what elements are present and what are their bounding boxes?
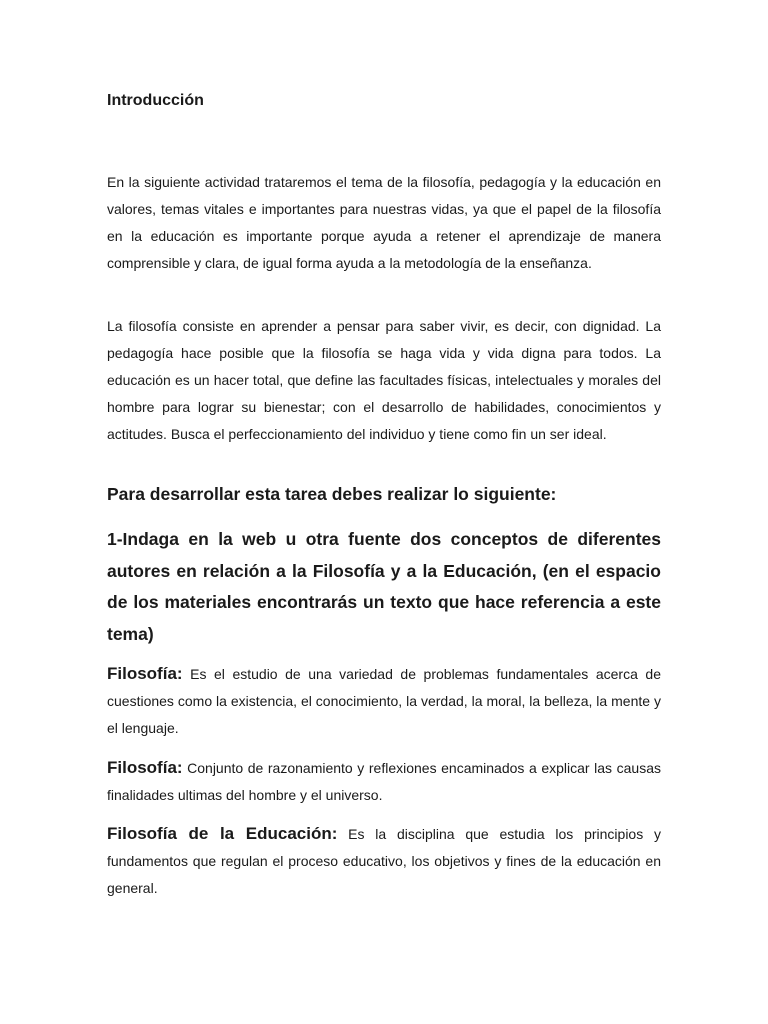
definition-text: Es la disciplina que estudia los principios y fundamentos que regulan el proceso educativo, los objetivos y fines de la educación en general. xyxy=(107,826,662,896)
definition-2 xyxy=(107,754,661,809)
definition-3 xyxy=(107,820,661,902)
intro-paragraph-2: La filosofía consiste en aprender a pensar para saber vivir, es decir, con dignidad. La pedagogía hace posible que la filosofía se haga vida y vida digna para todos. La educación es un hacer total, que define las facultades físicas, intelectuales y morales del hombre para lograr su bienestar; con el desarrollo de habilidades, conocimientos y actitudes. Busca el perfeccionamiento del individuo y tiene como fin un ser ideal. xyxy=(107,318,661,442)
task-title: Para desarrollar esta tarea debes realizar lo siguiente: xyxy=(107,484,557,504)
definition-text: Es el estudio de una variedad de problemas fundamentales acerca de cuestiones como la existencia, el conocimiento, la verdad, la moral, la belleza, la mente y el lenguaje. xyxy=(107,666,661,736)
task-item-1: 1-Indaga en la web u otra fuente dos conceptos de diferentes autores en relación a la Filosofía y a la Educación, (en el espacio de los materiales encontrarás un texto que hace referencia a este tema) xyxy=(107,529,661,644)
definition-1 xyxy=(107,660,661,742)
definition-term: Filosofía: xyxy=(107,758,183,777)
intro-paragraph-1: En la siguiente actividad trataremos el tema de la filosofía, pedagogía y la educación en valores, temas vitales e importantes para nuestras vidas, ya que el papel de la filosofía en la educación es importante porque ayuda a retener el aprendizaje de manera comprensible y clara, de igual forma ayuda a la metodología de la enseñanza. xyxy=(107,174,661,271)
definition-term: Filosofía: xyxy=(107,664,183,683)
definition-term: Filosofía de la Educación: xyxy=(107,824,338,843)
document-heading: Introducción xyxy=(107,92,204,109)
definition-text: Conjunto de razonamiento y reflexiones encaminados a explicar las causas finalidades ultimas del hombre y el universo. xyxy=(107,760,661,803)
